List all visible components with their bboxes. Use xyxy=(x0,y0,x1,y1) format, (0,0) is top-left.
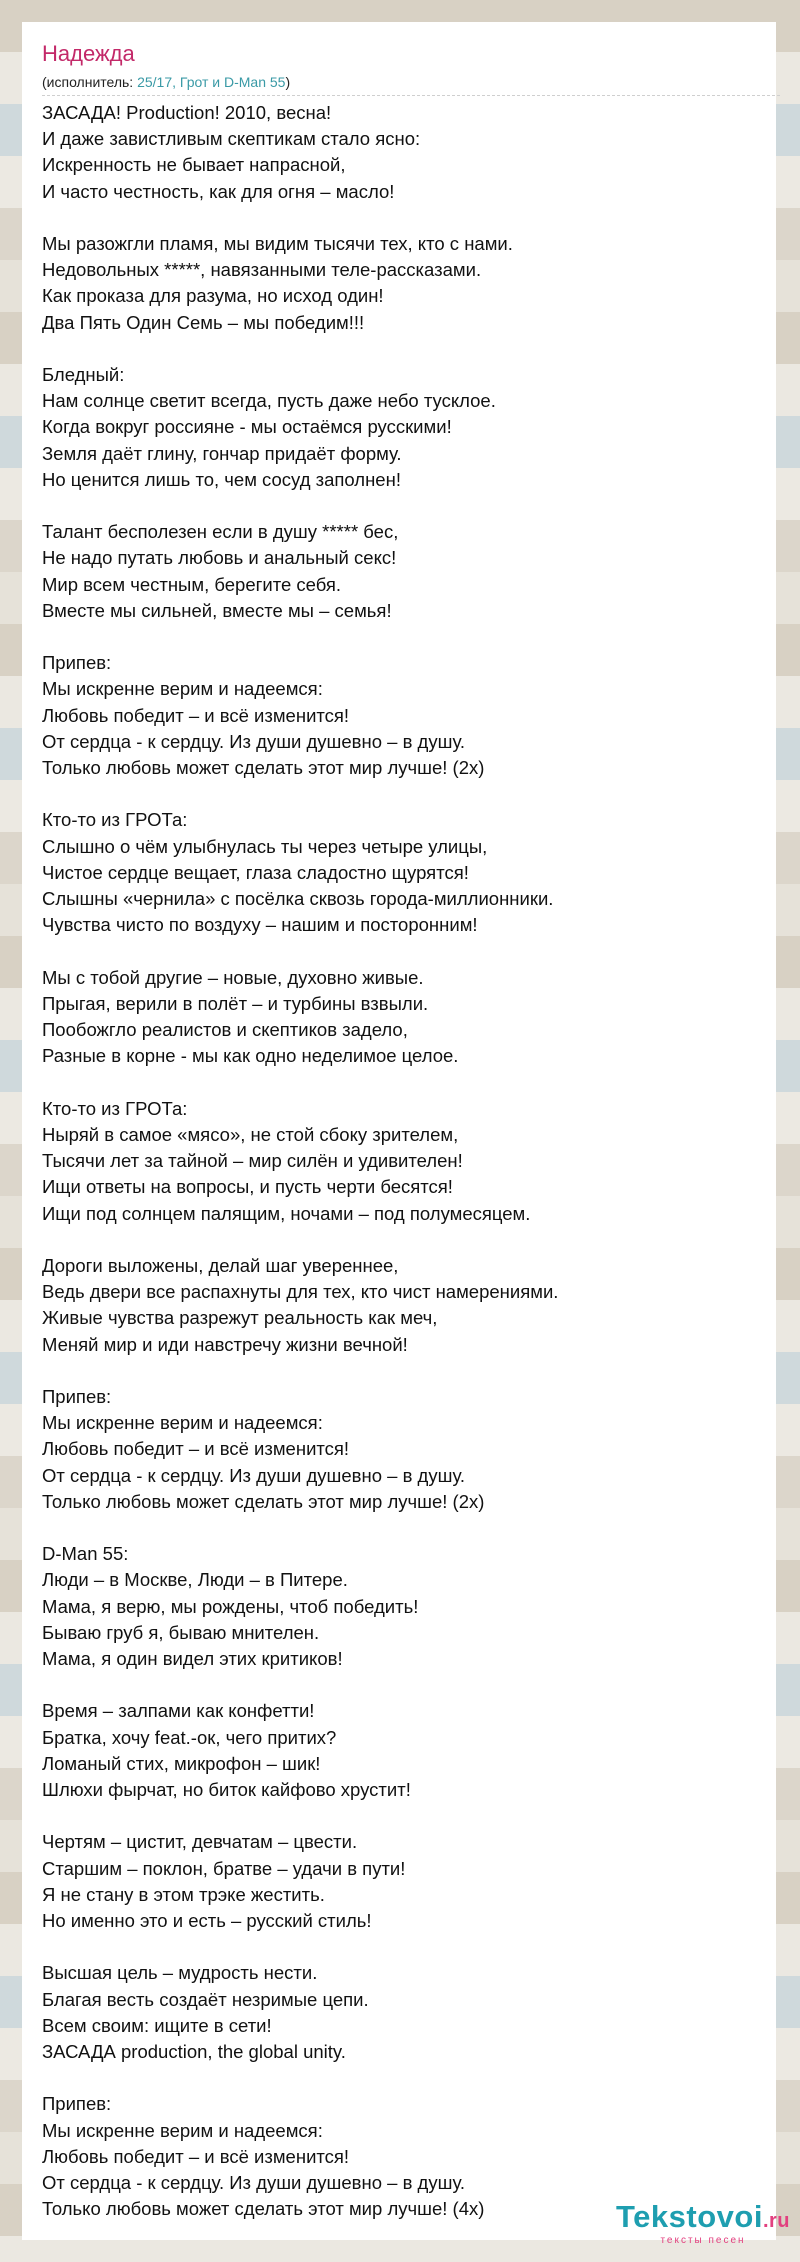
performer-suffix: ) xyxy=(285,74,291,90)
lyrics-line: Братка, хочу feat.-ок, чего притих? xyxy=(42,1726,337,1748)
lyrics-line: Когда вокруг россияне - мы остаёмся русскими! xyxy=(42,416,452,438)
lyrics-line: Земля даёт глину, гончар придаёт форму. xyxy=(42,442,402,464)
lyrics-line: Ломаный стих, микрофон – шик! xyxy=(42,1752,321,1774)
content-panel xyxy=(22,22,776,2240)
lyrics-line: Любовь победит – и всё изменится! xyxy=(42,704,350,726)
song-title: Надежда xyxy=(42,41,135,66)
lyrics-line: От сердца - к сердцу. Из души душевно – в душу. xyxy=(42,730,465,752)
lyrics-line: D-Man 55: xyxy=(42,1543,129,1565)
lyrics-line: От сердца - к сердцу. Из души душевно – в душу. xyxy=(42,2172,465,2194)
site-logo[interactable] xyxy=(616,2201,790,2246)
lyrics-line: ЗАСАДА production, the global unity. xyxy=(42,2041,346,2063)
lyrics-line: Вместе мы сильней, вместе мы – семья! xyxy=(42,599,392,621)
lyrics-line: Искренность не бывает напрасной, xyxy=(42,154,346,176)
lyrics-line: И даже завистливым скептикам стало ясно: xyxy=(42,128,421,150)
lyrics-line: Чертям – цистит, девчатам – цвести. xyxy=(42,1831,358,1853)
lyrics-line: И часто честность, как для огня – масло! xyxy=(42,180,395,202)
lyrics-line: ЗАСАДА! Production! 2010, весна! xyxy=(42,102,332,123)
lyrics-line: Чистое сердце вещает, глаза сладостно щурятся! xyxy=(42,861,469,883)
lyrics-line: Всем своим: ищите в сети! xyxy=(42,2014,272,2036)
lyrics-text xyxy=(42,100,772,2222)
lyrics-line: Чувства чисто по воздуху – нашим и посторонним! xyxy=(42,914,478,936)
lyrics-line: Ищи ответы на вопросы, и пусть черти бесятся! xyxy=(42,1176,453,1198)
lyrics-line: Кто-то из ГРОТа: xyxy=(42,1097,188,1119)
logo-name: Tekstovoi xyxy=(616,2199,763,2234)
lyrics-line: Мама, я один видел этих критиков! xyxy=(42,1647,343,1669)
performer-line xyxy=(42,73,780,96)
lyrics-line: Не надо путать любовь и анальный секс! xyxy=(42,547,397,569)
lyrics-line: Припев: xyxy=(42,2093,112,2115)
lyrics-line: Меняй мир и иди навстречу жизни вечной! xyxy=(42,1333,408,1355)
lyrics-line: Талант бесполезен если в душу ***** бес, xyxy=(42,521,399,543)
lyrics-line: Тысячи лет за тайной – мир силён и удивителен! xyxy=(42,1150,463,1172)
lyrics-line: Но ценится лишь то, чем сосуд заполнен! xyxy=(42,468,401,490)
lyrics-line: Ныряй в самое «мясо», не стой сбоку зрителем, xyxy=(42,1123,459,1145)
lyrics-line: Мы искренне верим и надеемся: xyxy=(42,1412,323,1434)
lyrics-line: Только любовь может сделать этот мир лучше! (4х) xyxy=(42,2198,485,2220)
lyrics-line: Мир всем честным, берегите себя. xyxy=(42,573,342,595)
lyrics-line: Кто-то из ГРОТа: xyxy=(42,809,188,831)
lyrics-line: Я не стану в этом трэке жестить. xyxy=(42,1883,325,1905)
lyrics-line: От сердца - к сердцу. Из души душевно – в душу. xyxy=(42,1464,465,1486)
lyrics-line: Бываю груб я, бываю мнителен. xyxy=(42,1621,320,1643)
lyrics-line: Живые чувства разрежут реальность как меч, xyxy=(42,1307,438,1329)
lyrics-line: Только любовь может сделать этот мир лучше! (2х) xyxy=(42,1490,485,1512)
lyrics-line: Но именно это и есть – русский стиль! xyxy=(42,1910,372,1932)
lyrics-line: Мы искренне верим и надеемся: xyxy=(42,678,323,700)
lyrics-line: Припев: xyxy=(42,652,112,674)
performer-prefix: (исполнитель: xyxy=(42,74,138,90)
lyrics-line: Недовольных *****, навязанными теле-рассказами. xyxy=(42,259,482,281)
lyrics-line: Мы с тобой другие – новые, духовно живые. xyxy=(42,966,424,988)
lyrics-line: Разные в корне - мы как одно неделимое целое. xyxy=(42,1045,459,1067)
lyrics-line: Любовь победит – и всё изменится! xyxy=(42,2145,350,2167)
lyrics-line: Время – залпами как конфетти! xyxy=(42,1700,315,1722)
lyrics-line: Как проказа для разума, но исход один! xyxy=(42,285,384,307)
lyrics-line: Бледный: xyxy=(42,364,125,386)
lyrics-line: Благая весть создаёт незримые цепи. xyxy=(42,1988,369,2010)
lyrics-line: Припев: xyxy=(42,1385,112,1407)
lyrics-line: Любовь победит – и всё изменится! xyxy=(42,1438,350,1460)
lyrics-line: Только любовь может сделать этот мир лучше! (2х) xyxy=(42,757,485,779)
lyrics-line: Слышно о чём улыбнулась ты через четыре улицы, xyxy=(42,835,488,857)
logo-tld: .ru xyxy=(762,2210,790,2232)
lyrics-line: Высшая цель – мудрость нести. xyxy=(42,1962,318,1984)
logo-tagline: тексты песен xyxy=(660,2235,746,2246)
lyrics-line: Дороги выложены, делай шаг увереннее, xyxy=(42,1254,399,1276)
lyrics-line: Ищи под солнцем палящим, ночами – под полумесяцем. xyxy=(42,1202,531,1224)
lyrics-line: Прыгая, верили в полёт – и турбины взвыли. xyxy=(42,992,429,1014)
lyrics-line: Мы искренне верим и надеемся: xyxy=(42,2119,323,2141)
lyrics-line: Два Пять Один Семь – мы победим!!! xyxy=(42,311,365,333)
lyrics-line: Ведь двери все распахнуты для тех, кто чист намерениями. xyxy=(42,1281,559,1303)
lyrics-line: Слышны «чернила» с посёлка сквозь города-миллионники. xyxy=(42,888,554,910)
lyrics-line: Пообожгло реалистов и скептиков задело, xyxy=(42,1019,408,1041)
lyrics-line: Нам солнце светит всегда, пусть даже небо тусклое. xyxy=(42,390,496,412)
performer-link[interactable]: 25/17, Грот и D-Man 55 xyxy=(137,74,286,90)
lyrics-line: Люди – в Москве, Люди – в Питере. xyxy=(42,1569,348,1591)
lyrics-line: Шлюхи фырчат, но биток кайфово хрустит! xyxy=(42,1779,411,1800)
logo-wordmark xyxy=(616,2201,790,2237)
lyrics-line: Мы разожгли пламя, мы видим тысячи тех, кто с нами. xyxy=(42,233,513,255)
lyrics-line: Мама, я верю, мы рождены, чтоб победить! xyxy=(42,1595,419,1617)
lyrics-line: Старшим – поклон, братве – удачи в пути! xyxy=(42,1857,406,1879)
